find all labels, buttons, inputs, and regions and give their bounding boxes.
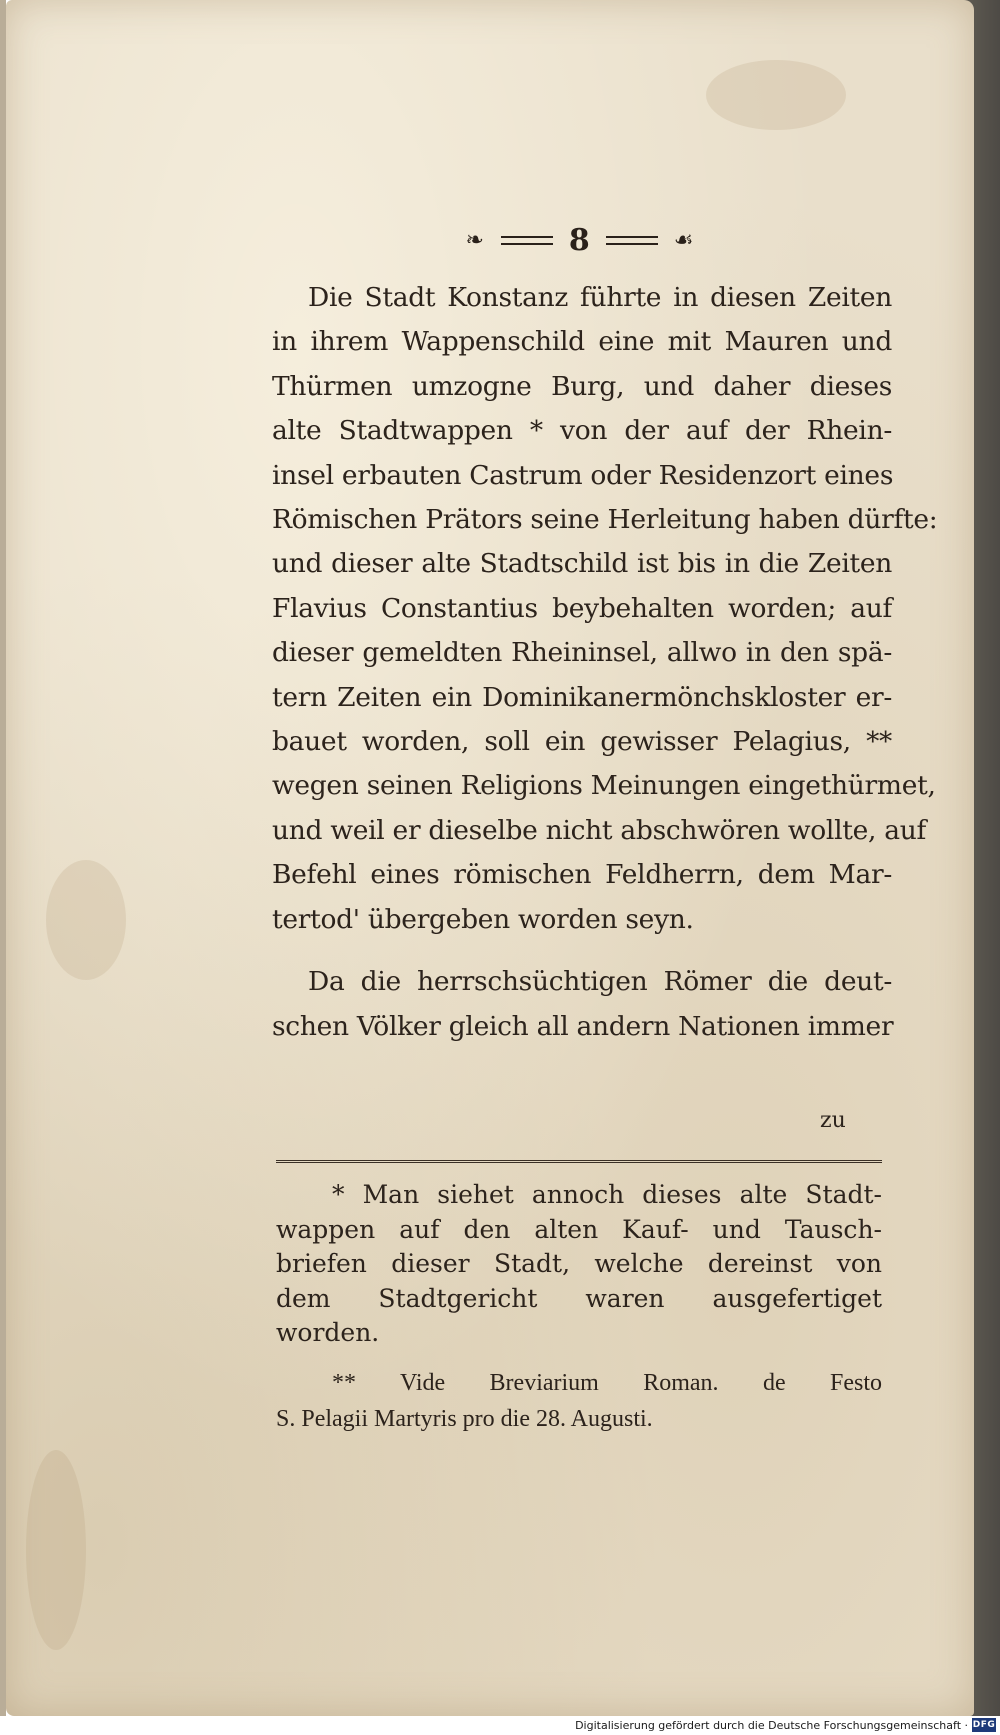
main-text [272,276,938,1049]
funding-credit: Digitalisierung gefördert durch die Deutsche Forschungsgemeinschaft · [575,1719,968,1732]
footnote-2 [276,1365,882,1437]
ornament-left-icon: ❧ [465,227,485,253]
text-line: Flavius Constantius beybehalten worden; auf [272,592,892,624]
text-line: insel erbauten Castrum oder Residenzort eines [272,459,894,491]
text-line: Römischen Prätors seine Herleitung haben dürfte: [272,504,938,536]
text-line: Da die herrschsüchtigen Römer die deut- [308,966,892,998]
page-number: 8 [568,222,590,258]
footnote-rule [276,1160,882,1163]
page-header [460,220,700,260]
footnote-1 [276,1178,882,1351]
ornament-rule [501,236,553,245]
catchword: zu [820,1108,846,1133]
credit-bar [0,1716,1000,1735]
paper-stain [46,860,126,980]
text-line: bauet worden, soll ein gewisser Pelagius, ** [272,726,892,758]
ornament-right-icon: ☙ [673,227,695,253]
text-line: tertod' übergeben worden seyn. [272,903,694,935]
text-line: Die Stadt Konstanz führte in diesen Zeiten [308,282,892,313]
text-line: dieser gemeldten Rheininsel, allwo in den spä- [272,637,892,669]
dfg-logo-icon: DFG [972,1720,996,1730]
text-line: wegen seinen Religions Meinungen eingethürmet, [272,770,936,802]
footnote-line: ** Vide Breviarium Roman. de Festo [332,1369,882,1396]
ornament-rule [606,236,658,245]
text-line: in ihrem Wappenschild eine mit Mauren und [272,326,892,358]
paper-stain [26,1450,86,1650]
footnote-line: S. Pelagii Martyris pro die 28. Augusti. [276,1405,653,1432]
footnote-line: * Man siehet annoch dieses alte Stadt- [332,1180,882,1209]
footnote-line: dem Stadtgericht waren ausgefertiget [276,1283,882,1313]
text-line: und dieser alte Stadtschild ist bis in die Zeiten [272,548,892,580]
text-line: Thürmen umzogne Burg, und daher dieses [272,370,892,402]
footnote-line: wappen auf den alten Kauf- und Tausch- [276,1214,882,1244]
paper-stain [706,60,846,130]
text-line: und weil er dieselbe nicht abschwören wollte, auf [272,814,926,846]
text-line: Befehl eines römischen Feldherrn, dem Mar- [272,859,892,891]
footnote-line: worden. [276,1318,380,1347]
footnote-line: briefen dieser Stadt, welche dereinst von [276,1249,882,1278]
text-line: schen Völker gleich all andern Nationen immer [272,1010,894,1042]
text-line: alte Stadtwappen * von der auf der Rhein- [272,415,892,447]
text-line: tern Zeiten ein Dominikanermönchskloster er- [272,681,892,713]
page-left-edge [0,0,6,1716]
footnotes [276,1178,882,1437]
